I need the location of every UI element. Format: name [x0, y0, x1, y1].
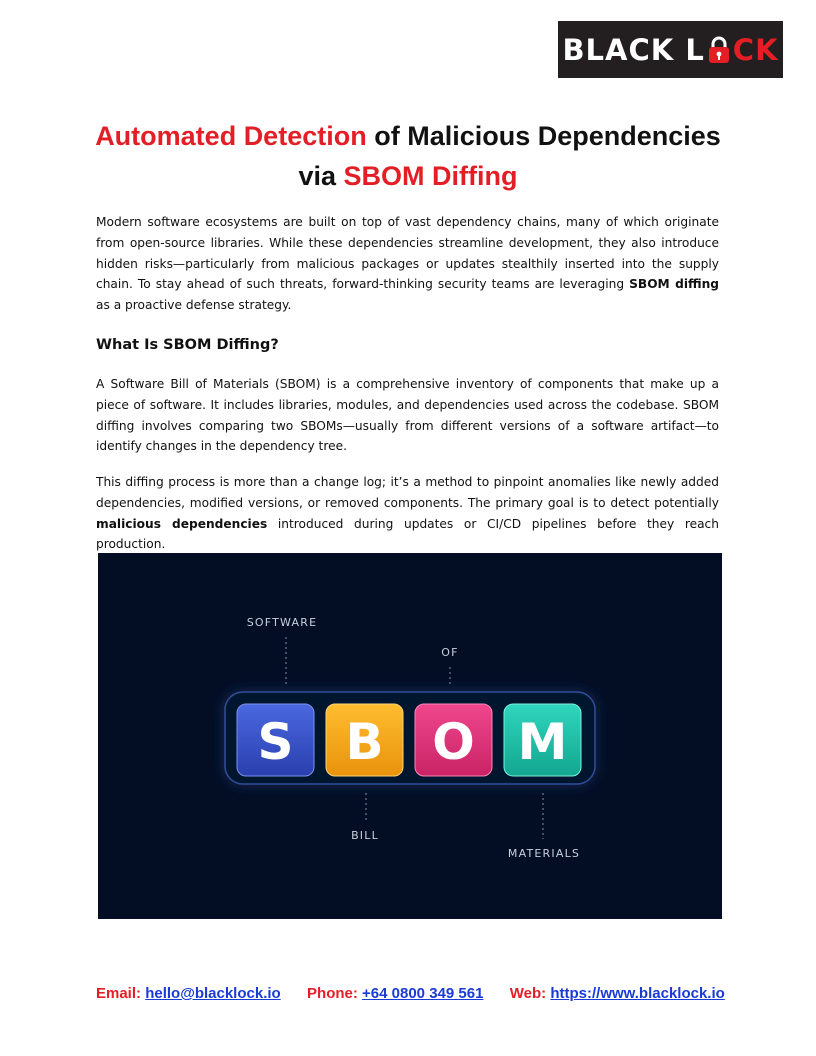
section-heading: What Is SBOM Diffing? — [96, 337, 279, 353]
phone-link[interactable]: +64 0800 349 561 — [362, 985, 484, 1002]
title-text-1: of Malicious Dependencies — [366, 121, 721, 151]
letter-m: M — [517, 713, 568, 771]
intro-bold: SBOM diffing — [629, 277, 719, 292]
title-text-2: via — [298, 161, 344, 191]
word-bill: BILL — [351, 829, 379, 842]
logo-text-right: CK — [732, 32, 779, 67]
logo-text-left: BLACK L — [562, 32, 705, 67]
intro-paragraph — [96, 212, 719, 316]
phone-label: Phone: — [307, 985, 358, 1002]
title-highlight-1: Automated Detection — [95, 121, 367, 151]
sbom-illustration-svg — [98, 553, 722, 919]
letter-o: O — [432, 713, 475, 771]
tile-m — [504, 704, 581, 776]
para3-bold: malicious dependencies — [96, 516, 268, 531]
blacklock-logo — [558, 21, 783, 78]
tile-b — [326, 704, 403, 776]
page-title — [60, 116, 756, 196]
letter-s: S — [257, 713, 294, 771]
intro-text-after: as a proactive defense strategy. — [96, 298, 292, 313]
letter-b: B — [345, 713, 384, 771]
contact-footer — [96, 985, 725, 1002]
word-materials: MATERIALS — [507, 847, 581, 860]
diffing-paragraph — [96, 472, 719, 555]
para3-text-before: This diffing process is more than a change log; it’s a method to pinpoint anomalies like newly added dependencies, modified versions, or removed components. The primary goal is to detect potentially — [96, 475, 719, 510]
tile-s — [237, 704, 314, 776]
sbom-illustration — [98, 553, 722, 919]
email-label: Email: — [96, 985, 142, 1002]
intro-text-before: Modern software ecosystems are built on top of vast dependency chains, many of which originate from open-source libraries. While these dependencies streamline development, they also introduce hidden risks—particularly from malicious packages or updates stealthily inserted into the supply chain. To stay ahead of such threats, forward-thinking security teams are leveraging — [96, 215, 719, 292]
title-highlight-2: SBOM Diffing — [343, 161, 518, 191]
email-link[interactable]: hello@blacklock.io — [145, 985, 281, 1002]
web-label: Web: — [509, 985, 547, 1002]
word-of: OF — [441, 646, 459, 659]
lock-icon — [706, 35, 732, 65]
web-link[interactable]: https://www.blacklock.io — [550, 985, 725, 1002]
logo-wordmark — [562, 33, 778, 67]
sbom-definition-paragraph: A Software Bill of Materials (SBOM) is a comprehensive inventory of components that make up a piece of software. It includes libraries, modules, and dependencies used across the codebase. SBOM diffing involves comparing two SBOMs—usually from different versions of a software artifact—to identify changes in the dependency tree. — [96, 377, 719, 454]
word-software: SOFTWARE — [246, 616, 318, 629]
tile-o — [415, 704, 492, 776]
para3-text-after: introduced during updates or CI/CD pipelines before they reach production. — [96, 516, 719, 552]
